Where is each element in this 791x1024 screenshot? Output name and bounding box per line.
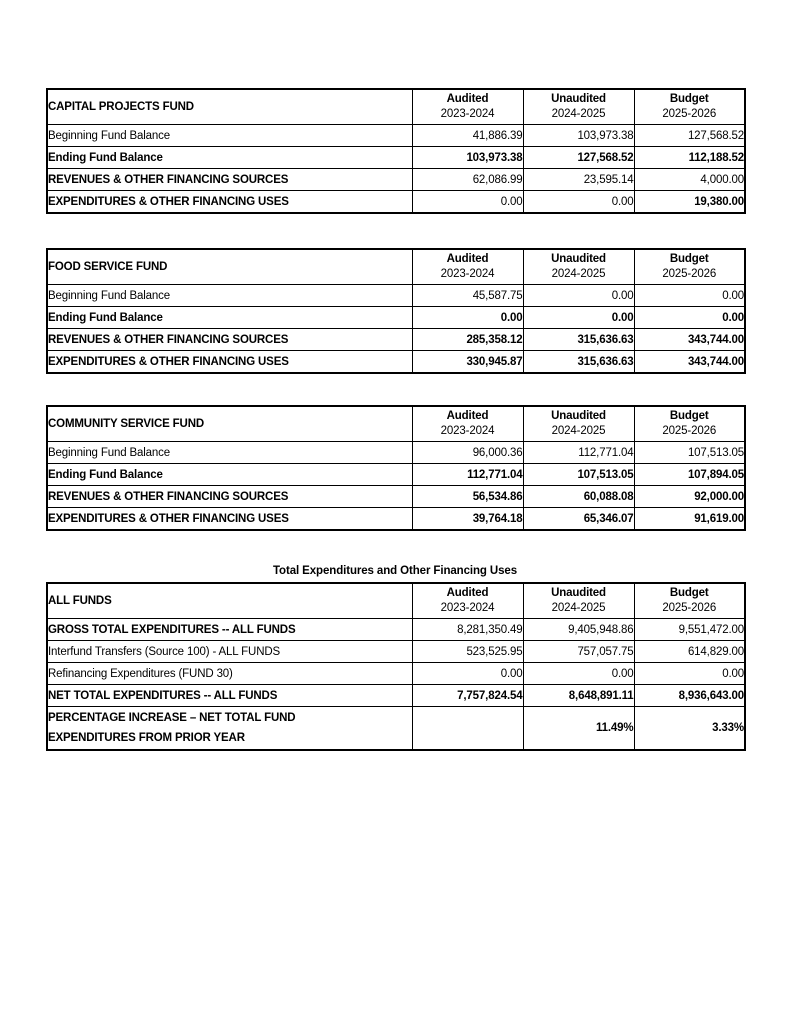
column-header-years: 2023-2024: [440, 425, 495, 437]
column-header-budget: [634, 583, 745, 619]
column-header-budget: [634, 406, 745, 442]
column-header-years: 2025-2026: [662, 268, 717, 280]
row-value-unaudited: 60,088.08: [523, 486, 634, 508]
table-row: [47, 685, 745, 707]
row-label: REVENUES & OTHER FINANCING SOURCES: [47, 329, 412, 351]
row-value-audited: 39,764.18: [412, 508, 523, 531]
column-header-label: Budget: [669, 93, 709, 105]
table-row: [47, 147, 745, 169]
row-label: Ending Fund Balance: [47, 307, 412, 329]
table-row: [47, 442, 745, 464]
column-header-years: 2024-2025: [551, 425, 606, 437]
row-label: NET TOTAL EXPENDITURES -- ALL FUNDS: [47, 685, 412, 707]
row-label: REVENUES & OTHER FINANCING SOURCES: [47, 169, 412, 191]
row-label-line1: PERCENTAGE INCREASE – NET TOTAL FUND: [48, 712, 296, 724]
column-header-budget: [634, 89, 745, 125]
row-value-audited: 330,945.87: [412, 351, 523, 374]
food-service-fund-table: [46, 248, 746, 374]
row-value-audited: 0.00: [412, 663, 523, 685]
table-header-row: [47, 406, 745, 442]
row-value-budget: 9,551,472.00: [634, 619, 745, 641]
column-header-years: 2025-2026: [662, 108, 717, 120]
column-header-label: Audited: [446, 93, 489, 105]
column-header-unaudited: [523, 249, 634, 285]
row-value-budget: 8,936,643.00: [634, 685, 745, 707]
column-header-years: 2024-2025: [551, 108, 606, 120]
table-header-row: [47, 249, 745, 285]
column-header-audited: [412, 249, 523, 285]
table-row: [47, 191, 745, 214]
row-value-audited: 62,086.99: [412, 169, 523, 191]
row-label: Ending Fund Balance: [47, 147, 412, 169]
row-value-budget: 343,744.00: [634, 329, 745, 351]
capital-projects-fund-block: [46, 88, 744, 214]
column-header-label: Audited: [446, 253, 489, 265]
row-value-unaudited: 23,595.14: [523, 169, 634, 191]
row-label: REVENUES & OTHER FINANCING SOURCES: [47, 486, 412, 508]
row-value-budget: 127,568.52: [634, 125, 745, 147]
table-row: [47, 464, 745, 486]
row-label: Beginning Fund Balance: [47, 125, 412, 147]
row-label: EXPENDITURES & OTHER FINANCING USES: [47, 191, 412, 214]
row-value-unaudited: 65,346.07: [523, 508, 634, 531]
column-header-audited: [412, 406, 523, 442]
table-row: [47, 125, 745, 147]
row-value-budget: 614,829.00: [634, 641, 745, 663]
table-row: [47, 641, 745, 663]
community-service-fund-block: [46, 405, 744, 531]
column-header-label: Budget: [669, 410, 709, 422]
row-value-audited: 523,525.95: [412, 641, 523, 663]
row-value-budget: 0.00: [634, 307, 745, 329]
column-header-years: 2023-2024: [440, 602, 495, 614]
row-value-budget: 112,188.52: [634, 147, 745, 169]
table-row: [47, 486, 745, 508]
column-header-audited: [412, 583, 523, 619]
row-label: EXPENDITURES & OTHER FINANCING USES: [47, 508, 412, 531]
row-label: Beginning Fund Balance: [47, 442, 412, 464]
capital-projects-fund-table: [46, 88, 746, 214]
row-value-budget: 19,380.00: [634, 191, 745, 214]
column-header-years: 2025-2026: [662, 602, 717, 614]
column-header-years: 2025-2026: [662, 425, 717, 437]
column-header-label: Audited: [446, 410, 489, 422]
table-row: [47, 351, 745, 374]
row-value-budget: 91,619.00: [634, 508, 745, 531]
row-value-unaudited: 757,057.75: [523, 641, 634, 663]
table-row: [47, 619, 745, 641]
table-row: [47, 169, 745, 191]
row-value-budget: 0.00: [634, 663, 745, 685]
row-value-audited: 41,886.39: [412, 125, 523, 147]
row-value-unaudited: 315,636.63: [523, 351, 634, 374]
column-header-unaudited: [523, 89, 634, 125]
row-value-unaudited: 315,636.63: [523, 329, 634, 351]
all-funds-table: [46, 582, 746, 751]
column-header-label: Unaudited: [551, 410, 606, 422]
row-value-budget: 343,744.00: [634, 351, 745, 374]
row-label: EXPENDITURES & OTHER FINANCING USES: [47, 351, 412, 374]
fund-name: ALL FUNDS: [47, 583, 412, 619]
column-header-label: Budget: [669, 253, 709, 265]
percentage-increase-row: [47, 707, 745, 751]
row-value-audited: 96,000.36: [412, 442, 523, 464]
row-value-budget: 92,000.00: [634, 486, 745, 508]
row-value-unaudited: 107,513.05: [523, 464, 634, 486]
row-value-audited: [412, 707, 523, 751]
row-label: GROSS TOTAL EXPENDITURES -- ALL FUNDS: [47, 619, 412, 641]
row-value-audited: 112,771.04: [412, 464, 523, 486]
column-header-years: 2024-2025: [551, 602, 606, 614]
table-header-row: [47, 89, 745, 125]
column-header-audited: [412, 89, 523, 125]
row-value-unaudited: 127,568.52: [523, 147, 634, 169]
column-header-unaudited: [523, 406, 634, 442]
table-row: [47, 329, 745, 351]
column-header-years: 2024-2025: [551, 268, 606, 280]
row-label: Beginning Fund Balance: [47, 285, 412, 307]
row-value-unaudited: 11.49%: [523, 707, 634, 751]
section-title: Total Expenditures and Other Financing Uses: [272, 565, 518, 577]
column-header-label: Audited: [446, 587, 489, 599]
row-value-budget: 107,894.05: [634, 464, 745, 486]
row-value-audited: 8,281,350.49: [412, 619, 523, 641]
food-service-fund-block: [46, 248, 744, 374]
row-label-line2: EXPENDITURES FROM PRIOR YEAR: [48, 732, 245, 744]
row-value-unaudited: 103,973.38: [523, 125, 634, 147]
row-value-audited: 285,358.12: [412, 329, 523, 351]
row-value-audited: 103,973.38: [412, 147, 523, 169]
column-header-label: Unaudited: [551, 93, 606, 105]
row-value-budget: 107,513.05: [634, 442, 745, 464]
row-value-audited: 45,587.75: [412, 285, 523, 307]
fund-name: FOOD SERVICE FUND: [47, 249, 412, 285]
row-value-budget: 0.00: [634, 285, 745, 307]
row-label: Interfund Transfers (Source 100) - ALL FUNDS: [47, 641, 412, 663]
row-label: [47, 707, 412, 751]
table-row: [47, 663, 745, 685]
column-header-label: Unaudited: [551, 587, 606, 599]
row-value-audited: 0.00: [412, 307, 523, 329]
row-value-budget: 4,000.00: [634, 169, 745, 191]
row-value-audited: 56,534.86: [412, 486, 523, 508]
table-header-row: [47, 583, 745, 619]
row-value-unaudited: 8,648,891.11: [523, 685, 634, 707]
column-header-label: Unaudited: [551, 253, 606, 265]
column-header-budget: [634, 249, 745, 285]
column-header-label: Budget: [669, 587, 709, 599]
fund-name: COMMUNITY SERVICE FUND: [47, 406, 412, 442]
row-value-unaudited: 112,771.04: [523, 442, 634, 464]
row-value-budget: 3.33%: [634, 707, 745, 751]
row-label: Ending Fund Balance: [47, 464, 412, 486]
community-service-fund-table: [46, 405, 746, 531]
row-value-unaudited: 9,405,948.86: [523, 619, 634, 641]
fund-name: CAPITAL PROJECTS FUND: [47, 89, 412, 125]
table-row: [47, 307, 745, 329]
row-value-unaudited: 0.00: [523, 285, 634, 307]
row-value-audited: 7,757,824.54: [412, 685, 523, 707]
row-value-unaudited: 0.00: [523, 191, 634, 214]
row-value-unaudited: 0.00: [523, 663, 634, 685]
row-value-audited: 0.00: [412, 191, 523, 214]
all-funds-block: [46, 564, 744, 751]
column-header-years: 2023-2024: [440, 268, 495, 280]
table-row: [47, 508, 745, 531]
column-header-unaudited: [523, 583, 634, 619]
row-value-unaudited: 0.00: [523, 307, 634, 329]
column-header-years: 2023-2024: [440, 108, 495, 120]
row-label: Refinancing Expenditures (FUND 30): [47, 663, 412, 685]
table-row: [47, 285, 745, 307]
